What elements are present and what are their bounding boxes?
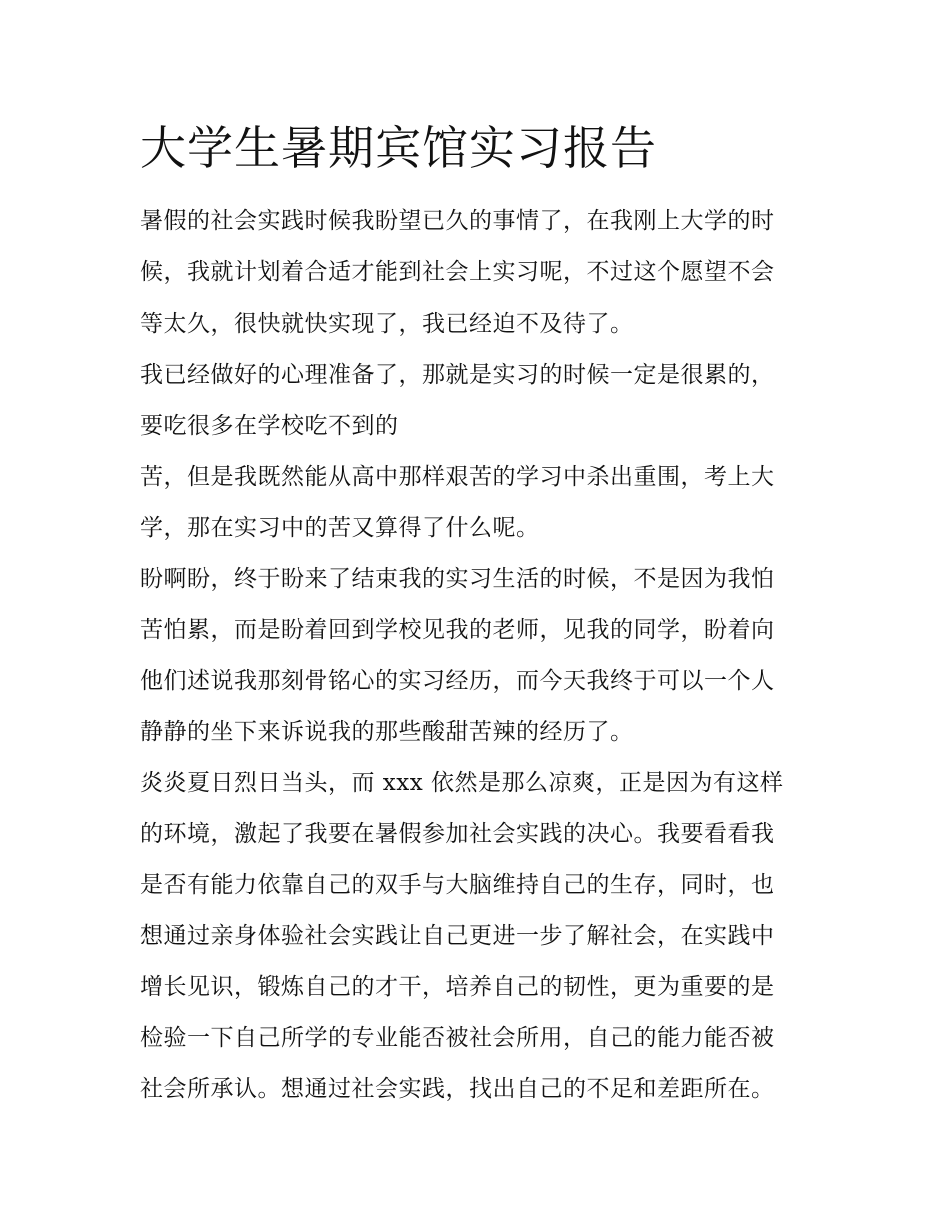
body-text-line: 社会所承认。想通过社会实践，找出自己的不足和差距所在。 [140, 1076, 775, 1102]
body-text-line: 他们述说我那刻骨铭心的实习经历，而今天我终于可以一个人 [140, 668, 775, 694]
body-text-line: 暑假的社会实践时候我盼望已久的事情了，在我刚上大学的时 [140, 208, 775, 234]
body-text-line: 盼啊盼，终于盼来了结束我的实习生活的时候，不是因为我怕 [140, 566, 775, 592]
document-title: 大学生暑期宾馆实习报告 [140, 121, 657, 175]
body-text-line: 候，我就计划着合适才能到社会上实习呢，不过这个愿望不会 [140, 259, 775, 285]
body-text-line: 静静的坐下来诉说我的那些酸甜苦辣的经历了。 [140, 719, 634, 745]
body-text-line: 我已经做好的心理准备了，那就是实习的时候一定是很累的， [140, 362, 775, 388]
body-text-line: 炎炎夏日烈日当头，而 xxx 依然是那么凉爽，正是因为有这样 [140, 770, 784, 796]
body-text-line: 增长见识，锻炼自己的才干，培养自己的韧性，更为重要的是 [140, 974, 775, 1000]
body-text-line: 想通过亲身体验社会实践让自己更进一步了解社会，在实践中 [140, 923, 775, 949]
body-text-line: 的环境，激起了我要在暑假参加社会实践的决心。我要看看我 [140, 821, 775, 847]
body-text-line: 检验一下自己所学的专业能否被社会所用，自己的能力能否被 [140, 1025, 775, 1051]
body-text-line: 苦怕累，而是盼着回到学校见我的老师，见我的同学，盼着向 [140, 617, 775, 643]
body-text-line: 是否有能力依靠自己的双手与大脑维持自己的生存，同时，也 [140, 872, 775, 898]
body-text-line: 学，那在实习中的苦又算得了什么呢。 [140, 515, 540, 541]
body-text-line: 要吃很多在学校吃不到的 [140, 413, 399, 439]
body-text-line: 苦，但是我既然能从高中那样艰苦的学习中杀出重围，考上大 [140, 464, 775, 490]
body-text-line: 等太久，很快就快实现了，我已经迫不及待了。 [140, 311, 634, 337]
